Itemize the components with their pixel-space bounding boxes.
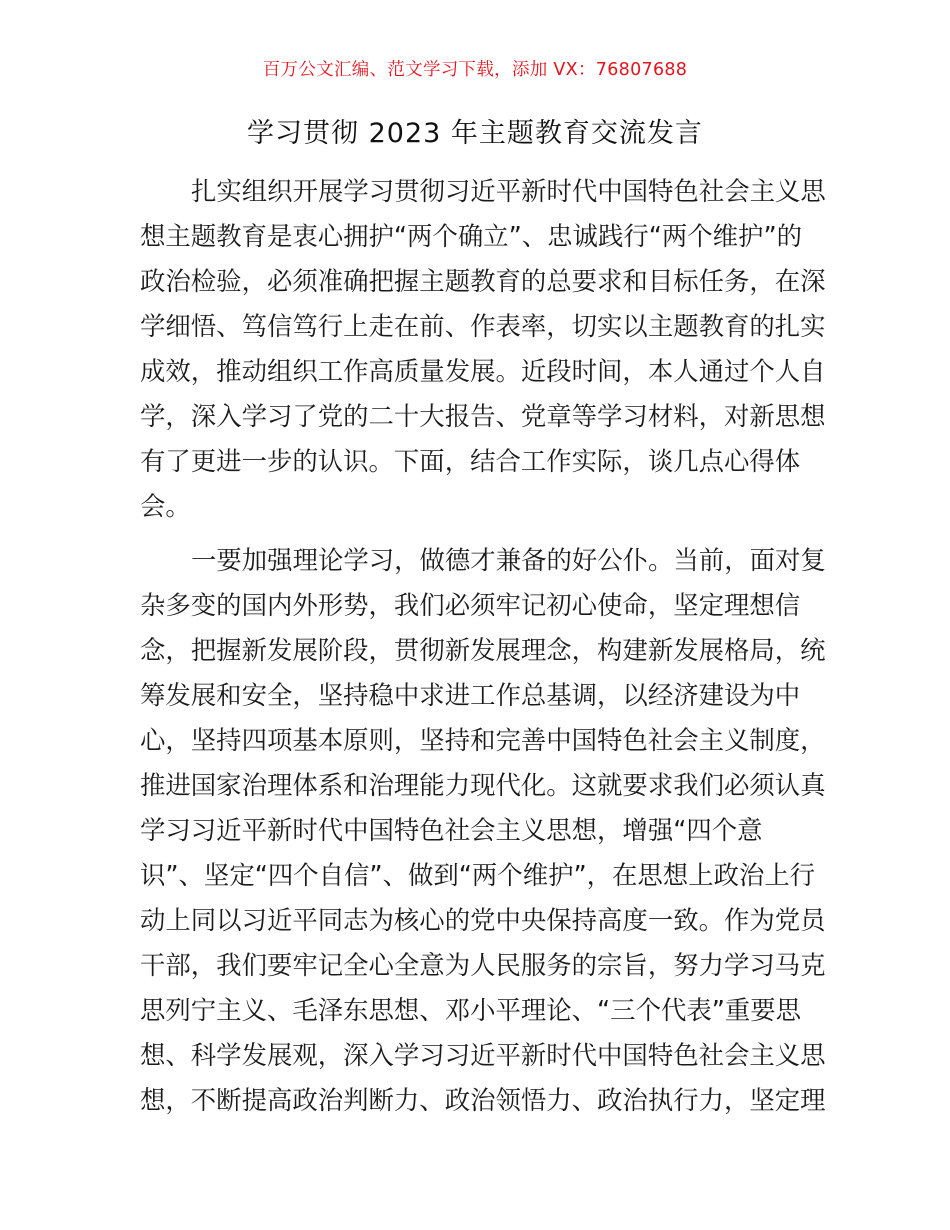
document-title: 学习贯彻 2023 年主题教育交流发言 [247,118,703,149]
paragraph-line: 动上同以习近平同志为核心的党中央保持高度一致。作为党员 [140,905,826,935]
paragraph-line: 想主题教育是衷心拥护“两个确立”、忠诚践行“两个维护”的 [140,221,802,251]
paragraph-line: 杂多变的国内外形势，我们必须牢记初心使命，坚定理想信 [140,590,801,620]
paragraph-spacer [140,529,810,538]
paragraph-line: 心，坚持四项基本原则，坚持和完善中国特色社会主义制度， [140,725,826,755]
paragraph-line: 政治检验，必须准确把握主题教育的总要求和目标任务，在深 [140,266,826,296]
paragraph-line: 一要加强理论学习，做德才兼备的好公仆。当前，面对复 [191,545,826,575]
paragraph-line: 想、科学发展观，深入学习习近平新时代中国特色社会主义思 [140,1040,826,1070]
paragraph-line: 识”、坚定“四个自信”、做到“两个维护”，在思想上政治上行 [140,860,816,890]
paragraph-line: 干部，我们要牢记全心全意为人民服务的宗旨，努力学习马克 [140,950,826,980]
paragraph-line: 有了更进一步的认识。下面，结合工作实际，谈几点心得体 [140,446,801,476]
paragraph-line: 会。 [140,491,191,521]
paragraph-2 [140,538,826,1123]
document-body [140,169,826,1123]
paragraph-1 [140,169,826,529]
paragraph-line: 思列宁主义、毛泽东思想、邓小平理论、“三个代表”重要思 [140,995,802,1025]
paragraph-line: 筹发展和安全，坚持稳中求进工作总基调，以经济建设为中 [140,680,801,710]
paragraph-line: 推进国家治理体系和治理能力现代化。这就要求我们必须认真 [140,770,826,800]
paragraph-line: 学，深入学习了党的二十大报告、党章等学习材料，对新思想 [140,401,826,431]
paragraph-line: 扎实组织开展学习贯彻习近平新时代中国特色社会主义思 [191,176,826,206]
paragraph-line: 学习习近平新时代中国特色社会主义思想，增强“四个意 [140,815,763,845]
paragraph-line: 成效，推动组织工作高质量发展。近段时间，本人通过个人自 [140,356,826,386]
paragraph-line: 学细悟、笃信笃行上走在前、作表率，切实以主题教育的扎实 [140,311,826,341]
header-banner: 百万公文汇编、范文学习下载，添加 VX：76807688 [262,60,688,80]
paragraph-line: 想，不断提高政治判断力、政治领悟力、政治执行力，坚定理 [140,1085,826,1115]
paragraph-line: 念，把握新发展阶段，贯彻新发展理念，构建新发展格局，统 [140,635,826,665]
